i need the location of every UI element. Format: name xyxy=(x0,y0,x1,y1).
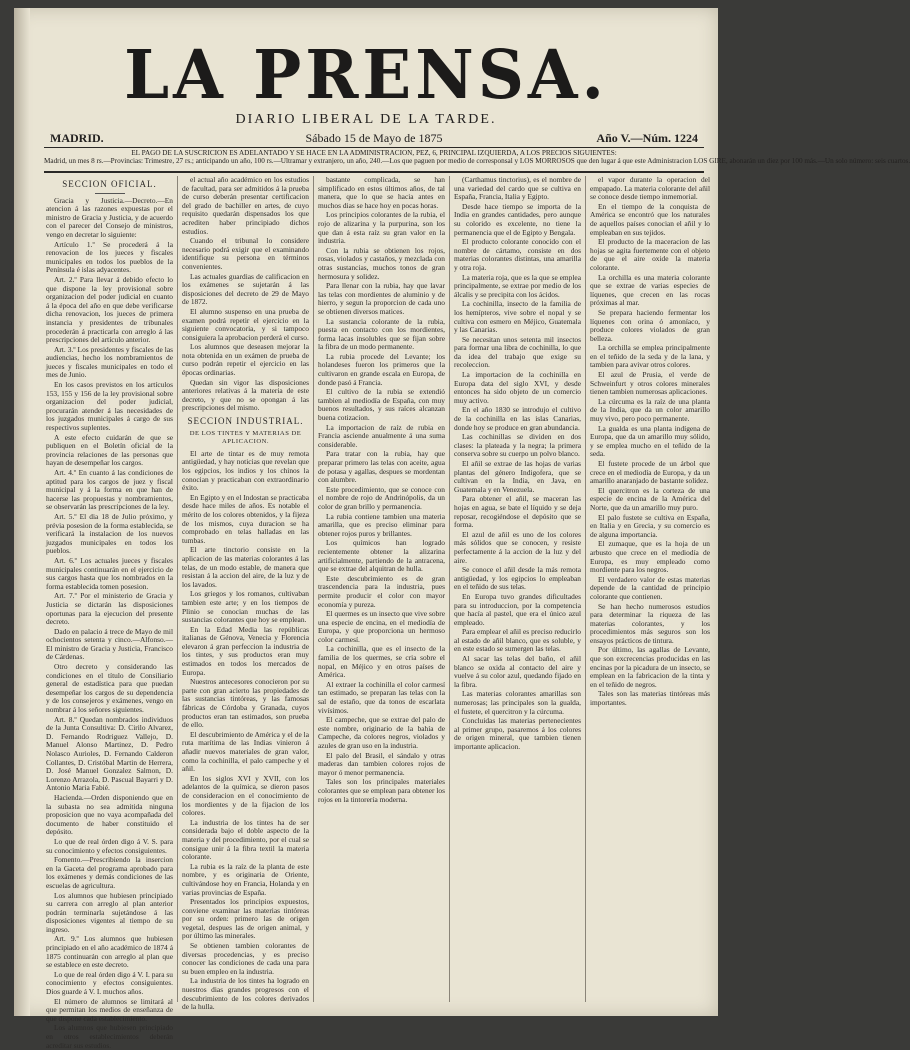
column-2-body-a xyxy=(182,176,309,413)
article-paragraph: El quercitron es la corteza de una especie de encina de la América del Norte, que da un amarillo muy puro. xyxy=(590,485,710,512)
article-paragraph: La rubia contiene tambien una materia amarilla, que es preciso eliminar para obtener rojos puros y brillantes. xyxy=(318,511,445,538)
article-paragraph: El número de alumnos se limitará al que permitan los medios de enseñanza de que dispone cada establecimiento. xyxy=(46,996,173,1023)
industrial-section-subtitle: DE LOS TINTES Y MATERIAS DE APLICACION. xyxy=(189,429,302,446)
rule-top xyxy=(44,147,704,148)
article-paragraph: El cultivo de la rubia se extendió tambien al mediodía de España, con muy buenos resultados, y sus raíces alcanzan buena cotizacion. xyxy=(318,387,445,423)
column-3 xyxy=(318,176,445,1002)
section-rule xyxy=(95,193,125,194)
article-paragraph: Art. 7.º Por el ministerio de Gracia y Justicia se dictarán las disposiciones oportunas para la ejecucion del presente decreto. xyxy=(46,591,173,627)
subscription-notice-line1: EL PAGO DE LA SUSCRICION ES ADELANTADO Y SE HACE EN LA ADMINISTRACION, PEZ, 6, PRINCIPAL IZQUIERDA, A LOS PRECIOS SIGUIENTES: xyxy=(131,149,617,157)
article-paragraph: En la Edad Media las repúblicas italianas de Génova, Venecia y Florencia elevaron á gran perfeccion la industria de los tintes, y sus productos eran muy estimados en todos los mercados de Europa. xyxy=(182,624,309,677)
article-paragraph: En Egipto y en el Indostan se practicaba desde hace miles de años. Es notable el mérito de los colores obtenidos, y la fijeza de los mismos, cuya duracion se ha comprobado en telas halladas en las tumbas. xyxy=(182,492,309,545)
article-paragraph: La industria de los tintes ha logrado en nuestros dias grandes progresos con el descubrimiento de los colores derivados de la hulla. xyxy=(182,976,309,1012)
article-paragraph: En Europa tuvo grandes dificultades para su introduccion, por la competencia que hacía al pastel, que era el único azul empleado. xyxy=(454,591,581,627)
article-paragraph: Hacienda.—Orden disponiendo que en la subasta no sea admitida ninguna proposicion que no vaya acompañada del documento de haber constituido el depósito. xyxy=(46,792,173,837)
column-divider xyxy=(585,176,586,1002)
column-4-body xyxy=(454,176,581,752)
article-paragraph: Los alumnos que deseasen mejorar la nota obtenida en un exámen de prueba de curso podrán repetir el ejercicio en las épocas ordinarias. xyxy=(182,342,309,378)
article-paragraph: Se obtienen tambien colorantes de diversas procedencias, y es preciso conocer las condiciones de cada una para su buen empleo en la industria. xyxy=(182,941,309,976)
article-paragraph: Cuando el tribunal lo considere necesario podrá exigir que el examinando identifique su persona en términos convenientes. xyxy=(182,236,309,271)
article-paragraph: La industria de los tintes ha de ser considerada bajo el doble aspecto de la materia y del procedimiento, por el cual se consigue unir á la fibra textil la materia colorante. xyxy=(182,817,309,862)
article-paragraph: el actual año académico en los estudios de facultad, para ser admitidos á la prueba de curso deberán presentar certificacion del grado de bachiller en artes, de cuyo requisito quedarán dispensados los que acrediten haber principiado dichos estudios. xyxy=(182,175,309,236)
article-paragraph: Este descubrimiento es de gran trascendencia para la industria, pues permite producir el color con mayor economía y pureza. xyxy=(318,573,445,609)
article-paragraph: Los griegos y los romanos, cultivaban tambien este arte; y en los tiempos de Plinio se conocian muchas de las sustancias colorantes que hoy se emplean. xyxy=(182,589,309,625)
article-paragraph: Art. 4.º En cuanto á las condiciones de aptitud para los cargos de juez y fiscal municipal y á la forma en que han de hacerse las propuestas y nombramientos, se observarán las prescripciones de la ley. xyxy=(46,468,173,512)
article-paragraph: El fustete procede de un árbol que crece en el mediodía de Europa, y da un amarillo anaranjado de bastante solidez. xyxy=(590,459,710,486)
article-paragraph: En el tiempo de la conquista de América se encontró que los naturales de aquellos países conocian el añil y lo empleaban en sus tejidos. xyxy=(590,201,710,237)
column-4 xyxy=(454,176,581,1002)
article-paragraph: La rubia procede del Levante; los holandeses fueron los primeros que la cultivaron en grande escala en Europa, de donde pasó á Francia. xyxy=(318,351,445,387)
article-paragraph: El campeche, que se extrae del palo de este nombre, originario de la bahía de Campeche, da colores negros, violados y azules de gran uso en la industria. xyxy=(318,715,445,750)
article-paragraph: Desde hace tiempo se importa de la India en grandes cantidades, pero aunque su colorido es excelente, no tiene la permanencia que el de Egipto y Bengala. xyxy=(454,201,581,237)
article-paragraph: Art. 9.º Los alumnos que hubiesen principiado en el año académico de 1874 á 1875 continuarán con arreglo al plan que se establece en este decreto. xyxy=(46,934,173,970)
article-paragraph: Por último, las agallas de Levante, que son excrecencias producidas en las encinas por la picadura de un insecto, se emplean en la fabricacion de la tinta y en el teñido de negros. xyxy=(590,645,710,689)
article-paragraph: Los principios colorantes de la rubia, el rojo de alizarina y la purpurina, son los que dan á esta raíz su gran valor en la industria. xyxy=(318,210,445,246)
article-paragraph: Se han hecho numerosos estudios para determinar la riqueza de las materias colorantes, y los procedimientos más seguros son los ensayos prácticos de tintura. xyxy=(590,601,710,645)
newspaper-title: LA PRENSA. xyxy=(124,36,608,115)
article-paragraph: Las materias colorantes amarillas son numerosas; las principales son la gualda, el fustete, el quercitron y la cúrcuma. xyxy=(454,689,581,716)
article-paragraph: La importacion de raíz de rubia en Francia asciende anualmente á una suma considerable. xyxy=(318,422,445,449)
article-paragraph: Lo que de real órden digo á V. S. para su conocimiento y efectos consiguientes. xyxy=(46,836,173,855)
article-paragraph: bastante complicada, se han simplificado en estos últimos años, de tal manera, que lo que se hacia antes en muchos dias se hace hoy en pocas horas. xyxy=(318,175,445,210)
article-paragraph: La importacion de la cochinilla en Europa data del siglo XVI, y desde entonces ha sido objeto de un comercio muy activo. xyxy=(454,370,581,405)
dateline xyxy=(50,131,698,145)
article-paragraph: El arte de tintar es de muy remota antigüedad, y hay noticias que revelan que los egipcios, los indios y los chinos la conocian y practicaban con extraordinario éxito. xyxy=(182,448,309,493)
subscription-notice xyxy=(44,149,910,171)
article-paragraph: La cochinilla, que es el insecto de la familia de los quermes, se cria sobre el nopal, en Méjico y en otros países de América. xyxy=(318,644,445,680)
article-paragraph: Dado en palacio á trece de Mayo de mil ochocientos setenta y cinco.—Alfonso.—El ministro de Gracia y Justicia, Francisco de Cárdenas. xyxy=(46,626,173,662)
article-paragraph: Art. 5.º El dia 18 de Julio próximo, y prévia posesion de la forma establecida, se verificará la instalacion de los nuevos juzgados municipales en todos los pueblos. xyxy=(46,511,173,556)
article-paragraph: Presentados los principios expuestos, conviene examinar las materias tintóreas por su orden: primero las de origen vegetal, despues las de origen animal, y por último las minerales. xyxy=(182,897,309,941)
article-paragraph: El producto colorante conocido con el nombre de cártamo, consiste en dos materias colorantes distintas, una amarilla y otra roja. xyxy=(454,237,581,272)
column-5 xyxy=(590,176,710,1002)
article-paragraph: Art. 6.º Los actuales jueces y fiscales municipales continuarán en el ejercicio de sus cargos hasta que los nombrados en la forma establecida tomen posesion. xyxy=(46,555,173,591)
article-paragraph: Nuestros antecesores conocieron por su parte con gran acierto las propiedades de las sustancias tintóreas, y las famosas fábricas de Córdoba y Granada, cuyos productos eran tan estimados, son prueba de ello. xyxy=(182,677,309,730)
column-3-body xyxy=(318,176,445,804)
column-1 xyxy=(46,176,173,1050)
article-paragraph: Tales son las materias tintóreas más importantes. xyxy=(590,689,710,708)
official-section-title: SECCION OFICIAL. xyxy=(62,179,157,189)
article-paragraph: el vapor durante la operacion del empapado. La materia colorante del añil se conoce desde tiempo inmemorial. xyxy=(590,175,710,202)
article-paragraph: Al extraer la cochinilla el color carmesí tan estimado, se preparan las telas con la sal de estaño, que da tonos de escarlata vivísimos. xyxy=(318,679,445,715)
subscription-notice-line2: Madrid, un mes 8 rs.—Provincias: Trimestre, 27 rs.; anticipando un año, 100 rs.—Ultramar y extranjero, un año, 240.—Los que paguen por medio de corresponsal y LOS MORROSOS que den lugar á que este Administracion LOS GIRE, abonarán un diez por 100 más.—Un solo número: seis cuartos. xyxy=(44,157,910,165)
article-paragraph: Para llenar con la rubia, hay que lavar las telas con mordientes de aluminio y de hierro, y segun la proporcion de cada uno se obtienen diversos matices. xyxy=(318,281,445,316)
issue-volume: Año V.—Núm. 1224 xyxy=(596,131,698,145)
column-1-body xyxy=(46,197,173,1050)
article-paragraph: En el año 1830 se introdujo el cultivo de la cochinilla en las islas Canarias, donde hoy se produce en gran abundancia. xyxy=(454,405,581,432)
column-5-body xyxy=(590,176,710,708)
newspaper-subtitle: DIARIO LIBERAL DE LA TARDE. xyxy=(235,112,497,127)
article-paragraph: El palo fustete se cultiva en España, en Italia y en Grecia, y su comercio es de alguna importancia. xyxy=(590,512,710,539)
article-paragraph: Lo que de real órden digo á V. I. para su conocimiento y efectos consiguientes. Dios guarde á V. I. muchos años. xyxy=(46,969,173,997)
article-paragraph: La rubia es la raíz de la planta de este nombre, y es originaria de Oriente, cultivándose hoy en Francia, Holanda y en varias provincias de España. xyxy=(182,861,309,897)
article-paragraph: La gualda es una planta indígena de Europa, que da un amarillo muy sólido, y se emplea mucho en el teñido de la seda. xyxy=(590,423,710,459)
article-paragraph: El azul de añil es uno de los colores más sólidos que se conocen, y resiste perfectamente á la accion de la luz y del aire. xyxy=(454,529,581,565)
page-spine-shadow xyxy=(14,8,30,1016)
article-paragraph: El descubrimiento de América y el de la ruta marítima de las Indias vinieron á añadir nuevos materiales de gran valor, como la cochinilla, el palo campeche y el añil. xyxy=(182,729,309,774)
article-paragraph: Para emplear el añil es preciso reducirlo al estado de añil blanco, que es soluble, y en este estado se sumergen las telas. xyxy=(454,627,581,654)
article-paragraph: Los alumnos que hubiesen principiado en otros establecimientos deberán acreditar sus estudios. xyxy=(46,1023,173,1050)
article-paragraph: Art. 2.º Para llevar á debido efecto lo que dispone la ley provisional sobre organizacion del poder judicial en cuanto á la época del año en que debe verificarse dicha renovacion, los jueces de primera instancia y presidentes de tribunales procederán á practicarla con arreglo á las prescripciones del artículo anterior. xyxy=(46,274,173,345)
article-paragraph: Art. 8.º Quedan nombrados individuos de la Junta Consultiva: D. Cirilo Alvarez, D. Fernando Rodriguez Vallejo, D. Manuel Alonso Martinez, D. Pedro Nolasco Aurioles, D. Fernando Calderon Collantes, D. Cristóbal Martin de Herrera, D. José Manuel Gonzalez Salmon, D. Lorenzo Arrazola, D. Pascual Bayarri y D. Antonio Maria Fabié. xyxy=(46,714,173,793)
article-paragraph: La materia roja, que es la que se emplea principalmente, se extrae por medio de los álcalis y se precipita con los ácidos. xyxy=(454,272,581,299)
article-paragraph: Fomento.—Prescribiendo la insercion en la Gaceta del programa aprobado para los exámenes y demás condiciones de las escuelas de agricultura. xyxy=(46,855,173,890)
article-paragraph: Artículo 1.º Se procederá á la renovacion de los jueces y fiscales municipales en todos los pueblos de la Península é islas adyacentes. xyxy=(46,239,173,275)
article-paragraph: El añil se extrae de las hojas de varias plantas del género Indigofera, que se cultivan en la India, en Java, en Guatemala y en Venezuela. xyxy=(454,459,581,494)
column-divider xyxy=(313,176,314,1002)
column-divider xyxy=(449,176,450,1002)
article-paragraph: Para tratar con la rubia, hay que preparar primero las telas con aceite, agua de potasa y agallas, despues se mordentan con alumbre. xyxy=(318,449,445,485)
article-paragraph: Los químicos han logrado recientemente obtener la alizarina artificialmente, partiendo de la antracena, que se extrae del alquitran de hulla. xyxy=(318,538,445,574)
city: MADRID. xyxy=(50,131,104,145)
article-paragraph: El azul de Prusia, el verde de Schweinfurt y otros colores minerales tienen tambien numerosas aplicaciones. xyxy=(590,370,710,397)
article-paragraph: El alumno suspenso en una prueba de examen podrá repetir el ejercicio en la siguiente convocatoria, y si tampoco consiguiera la aprobacion perderá el curso. xyxy=(182,306,309,342)
article-paragraph: La cochinilla, insecto de la familia de los hemípteros, vive sobre el nopal y se cultiva con esmero en Méjico, Guatemala y las Canarias. xyxy=(454,299,581,335)
industrial-section-title: SECCION INDUSTRIAL. xyxy=(187,416,304,427)
article-paragraph: La cúrcuma es la raíz de una planta de la India, que da un color amarillo muy vivo, pero poco permanente. xyxy=(590,396,710,424)
article-paragraph: La sustancia colorante de la rubia, puesta en contacto con los mordientes, forma lacas insolubles que se fijan sobre la fibra de un modo permanente. xyxy=(318,316,445,352)
article-paragraph: Quedan sin vigor las disposiciones anteriores relativas á la materia de este decreto, y que no se opongan á las prescripciones del mismo. xyxy=(182,377,309,413)
article-paragraph: (Carthamus tinctorius), es el nombre de una variedad del cardo que se cultiva en España, Francia, Italia y Egipto. xyxy=(454,175,581,202)
article-paragraph: El producto de la maceracion de las hojas se agita fuertemente con el objeto de que el aire oxide la materia colorante. xyxy=(590,237,710,272)
article-paragraph: Las cochinillas se dividen en dos clases: la plateada y la negra; la primera conserva sobre su cuerpo un polvo blanco. xyxy=(454,432,581,459)
article-paragraph: Al sacar las telas del baño, el añil blanco se oxida al contacto del aire y vuelve á su color azul, quedando fijado en la fibra. xyxy=(454,654,581,689)
article-paragraph: Se prepara haciendo fermentar los líquenes con orina ó amoníaco, y produce colores violados de gran belleza. xyxy=(590,307,710,343)
article-paragraph: Las actuales guardias de calificacion en los exámenes se sujetarán á las disposiciones del decreto de 29 de Mayo de 1872. xyxy=(182,271,309,307)
article-paragraph: Concluidas las materias pertenecientes al primer grupo, pasaremos á los colores de origen mineral, que tambien tienen importante aplicacion. xyxy=(454,716,581,751)
column-2-body-b xyxy=(182,450,309,1012)
issue-date: Sábado 15 de Mayo de 1875 xyxy=(305,131,443,145)
article-paragraph: Art. 3.º Los presidentes y fiscales de las audiencias, hecho los nombramientos de jueces y fiscales municipales en todo el mes de Junio. xyxy=(46,344,173,380)
article-paragraph: La orchilla se emplea principalmente en el teñido de la seda y de la lana, y tambien para avivar otros colores. xyxy=(590,343,710,370)
article-paragraph: Gracia y Justicia.—Decreto.—En atencion á las razones expuestas por el ministro de Gracia y Justicia, y de acuerdo con el parecer del Consejo de ministros, vengo en decretar lo siguiente: xyxy=(46,195,173,239)
article-paragraph: El palo del Brasil, el sándalo y otras maderas dan tambien colores rojos de mayor ó menor permanencia. xyxy=(318,750,445,777)
article-paragraph: El zumaque, que es la hoja de un arbusto que crece en el mediodía de Europa, es muy empleado como mordiente para los negros. xyxy=(590,539,710,575)
article-paragraph: A este efecto cuidarán de que se publiquen en el Boletín oficial de la provincia relaciones de las personas que hayan de desempeñar los cargos. xyxy=(46,432,173,468)
newspaper-page xyxy=(14,8,910,1050)
article-paragraph: Se conoce el añil desde la más remota antigüedad, y los egipcios lo empleaban en el teñido de sus telas. xyxy=(454,565,581,592)
rule-bottom xyxy=(44,171,704,173)
article-paragraph: Tales son los principales materiales colorantes que se emplean para obtener los rojos en la tintorería moderna. xyxy=(318,777,445,804)
article-paragraph: En los casos previstos en los artículos 153, 155 y 156 de la ley provisional sobre organizacion del poder judicial, procurarán atender á las necesidades de los juzgados municipales á cargo de sus respectivos suplentes. xyxy=(46,380,173,433)
article-paragraph: Los alumnos que hubiesen principiado su carrera con arreglo al plan anterior podrán terminarla sujetándose á las disposiciones vigentes al tiempo de su ingreso. xyxy=(46,890,173,934)
column-2 xyxy=(182,175,309,1012)
article-paragraph: Este procedimiento, que se conoce con el nombre de rojo de Andrinópolis, da un color de gran brillo y permanencia. xyxy=(318,484,445,511)
column-divider xyxy=(177,176,178,1002)
article-paragraph: El arte tinctorio consiste en la aplicacion de las materias colorantes á las telas, de un modo estable, de manera que resistan á la accion del aire, de la luz y de los lavados. xyxy=(182,545,309,589)
article-paragraph: La orchilla es una materia colorante que se extrae de varias especies de líquenes, que crecen en las rocas próximas al mar. xyxy=(590,272,710,308)
article-paragraph: Con la rubia se obtienen los rojos, rosas, violados y castaños, y mezclada con otras sustancias, muchos tonos de gran hermosura y solidez. xyxy=(318,245,445,281)
article-paragraph: En los siglos XVI y XVII, con los adelantos de la química, se dieron pasos de consideracion en el conocimiento de los mordientes y de la fijacion de los colores. xyxy=(182,773,309,818)
article-paragraph: El verdadero valor de estas materias depende de la cantidad de principio colorante que contienen. xyxy=(590,574,710,601)
article-paragraph: Otro decreto y considerando las condiciones en el título de Consiliario general de estadística para que puedan desempeñar los cargos de su dependencia y de los consejeros y exámenes, vengo en nombrar á los señores siguientes. xyxy=(46,662,173,715)
article-paragraph: Se necesitan unos setenta mil insectos para formar una libra de cochinilla, lo que da idea del trabajo que exige su recoleccion. xyxy=(454,334,581,370)
article-paragraph: Para obtener el añil, se maceran las hojas en agua, se bate el líquido y se deja reposar, recogiéndose el depósito que se forma. xyxy=(454,494,581,530)
article-paragraph: El quermes es un insecto que vive sobre una especie de encina, en el mediodía de Europa, y que proporciona un hermoso color carmesí. xyxy=(318,609,445,644)
